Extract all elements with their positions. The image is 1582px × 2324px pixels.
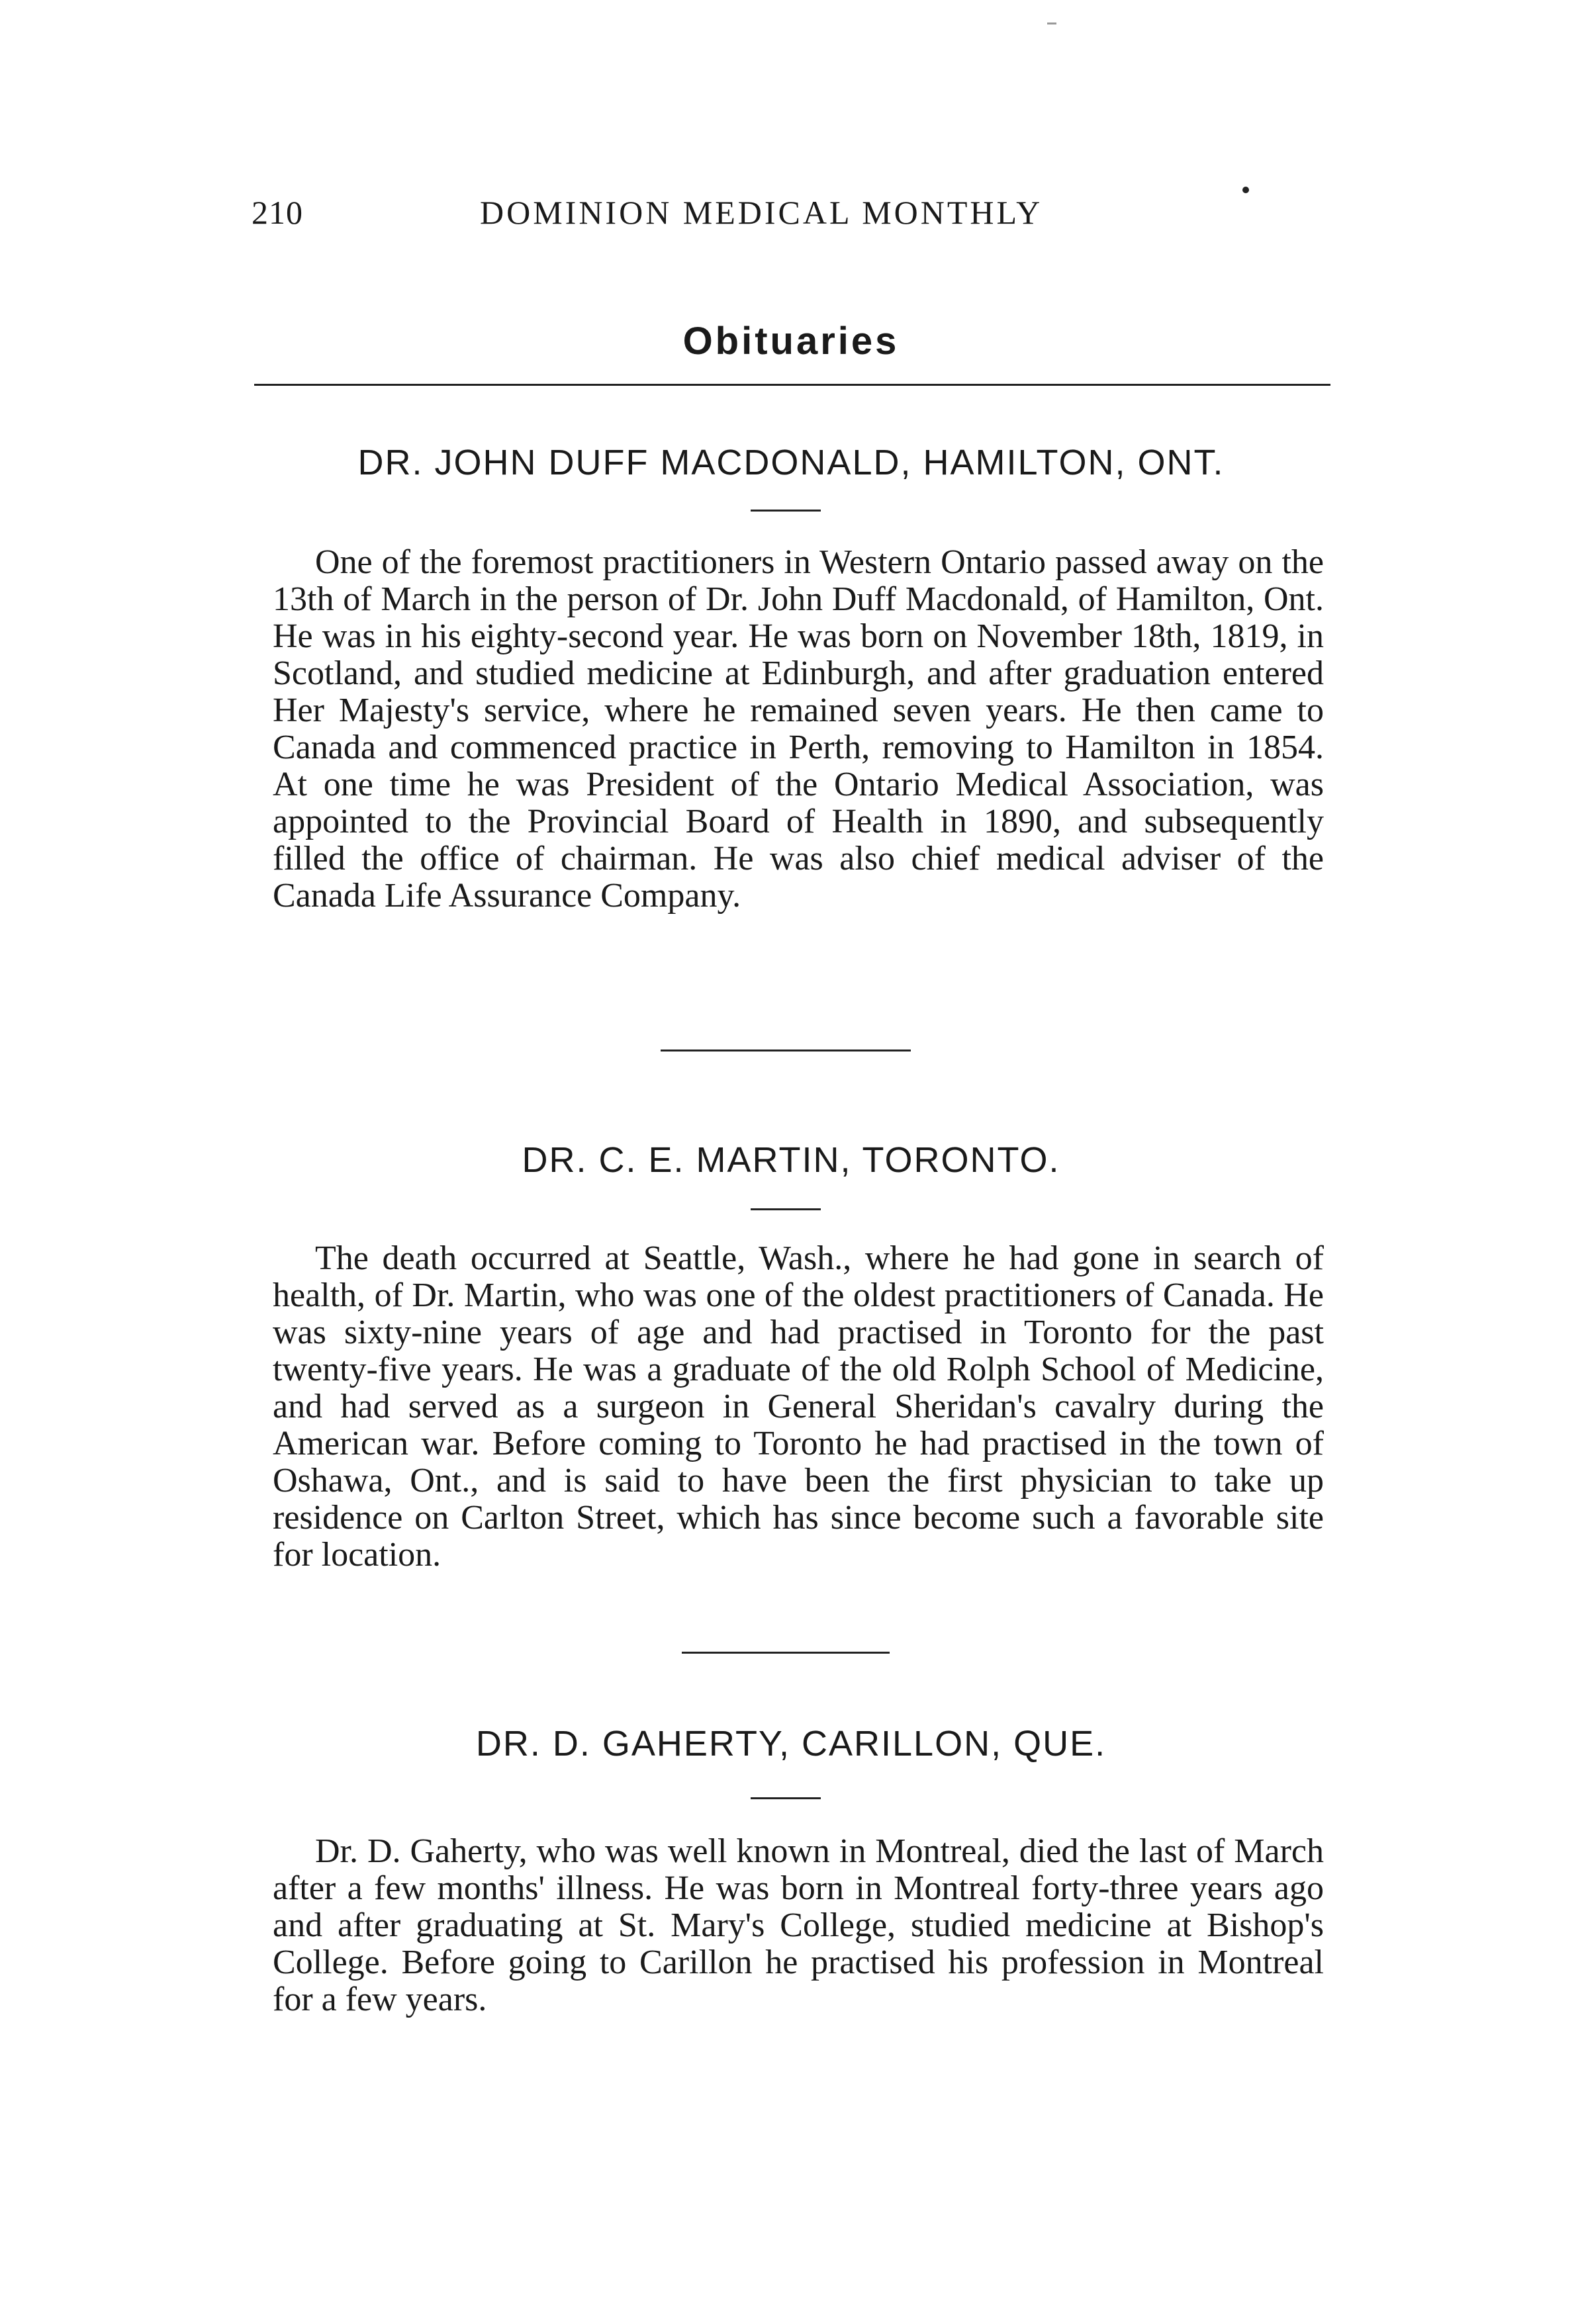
entry-separator: [661, 1050, 911, 1051]
obituary-heading-gaherty: DR. D. GAHERTY, CARILLON, QUE.: [475, 1724, 1107, 1764]
heading-rule: [751, 1208, 821, 1210]
journal-title: DOMINION MEDICAL MONTHLY: [480, 194, 1043, 231]
entry-separator: [682, 1652, 890, 1654]
print-speck: [1242, 187, 1249, 193]
obituary-heading-martin: DR. C. E. MARTIN, TORONTO.: [522, 1140, 1060, 1180]
obituary-body-martin: The death occurred at Seattle, Wash., where he had gone in search of health, of Dr. Martin, who was one of the oldest practitioners of Canada. He was sixty-nine years of age and had practised in Toronto for the past twenty-five years. He was a graduate of the old Rolph School of Medicine, and had served as a surgeon in General Sheridan's cavalry during the American war. Before coming to Toronto he had practised in the town of Oshawa, Ont., and is said to have been the first physician to take up residence on Carlton Street, which has since become such a favorable site for location.: [273, 1239, 1324, 1574]
section-title: Obituaries: [682, 320, 900, 363]
running-head: [252, 193, 1330, 240]
obituary-body-macdonald: One of the foremost practitioners in Western Ontario passed away on the 13th of March in the person of Dr. John Duff Macdonald, of Hamilton, Ont. He was in his eighty-second year. He was born on November 18th, 1819, in Scotland, and studied medicine at Edinburgh, and after graduation entered Her Majesty's service, where he remained seven years. He then came to Canada and commenced practice in Perth, removing to Hamilton in 1854. At one time he was President of the Ontario Medical Association, was appointed to the Provincial Board of Health in 1890, and subsequently filled the office of chairman. He was also chief medical adviser of the Canada Life Assurance Company.: [273, 543, 1324, 915]
heading-rule: [751, 1797, 821, 1799]
heading-rule: [751, 510, 821, 512]
section-rule: [254, 384, 1330, 386]
page-number: 210: [252, 194, 303, 231]
obituary-body-gaherty: Dr. D. Gaherty, who was well known in Montreal, died the last of March after a few months' illness. He was born in Montreal forty-three years ago and after graduating at St. Mary's College, studied medicine at Bishop's College. Before going to Carillon he practised his profession in Montreal for a few years.: [273, 1832, 1324, 2018]
top-margin-mark: [1047, 22, 1056, 24]
obituary-heading-macdonald: DR. JOHN DUFF MACDONALD, HAMILTON, ONT.: [357, 443, 1225, 482]
